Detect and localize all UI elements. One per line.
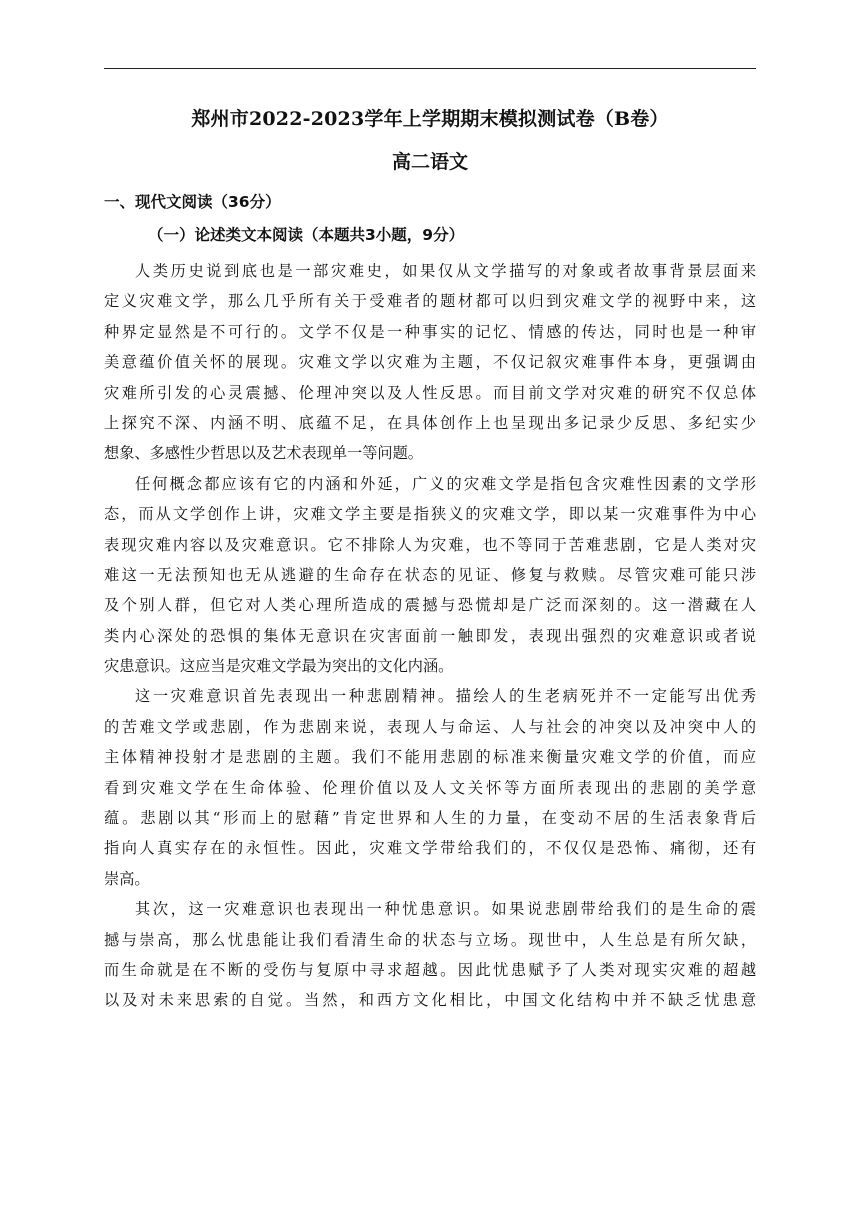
- text-line: 想象、多感性少哲思以及艺术表现单一等问题。: [104, 444, 423, 463]
- exam-title: 郑州市2022-2023学年上学期期末模拟测试卷（B卷）: [191, 108, 669, 130]
- text-line: 指向人真实存在的永恒性。因此，灾难文学带给我们的，不仅仅是恐怖、痛彻，还有: [104, 839, 756, 858]
- reading-passage: [104, 256, 756, 1016]
- text-line: 表现灾难内容以及灾难意识。它不排除人为灾难，也不等同于苦难悲剧，它是人类对灾: [104, 535, 756, 554]
- text-line: 灾患意识。这应当是灾难文学最为突出的文化内涵。: [104, 657, 454, 676]
- text-line: 难这一无法预知也无从逃避的生命存在状态的见证、修复与救赎。尽管灾难可能只涉: [104, 565, 756, 584]
- text-line: 美意蕴价值关怀的展现。灾难文学以灾难为主题，不仅记叙灾难事件本身，更强调由: [104, 353, 756, 372]
- text-line: 及个别人群，但它对人类心理所造成的震撼与恐慌却是广泛而深刻的。这一潜藏在人: [104, 596, 756, 615]
- text-line: 蕴。悲剧以其“形而上的慰藉”肯定世界和人生的力量，在变动不居的生活表象背后: [104, 809, 756, 828]
- text-line: 上探究不深、内涵不明、底蕴不足，在具体创作上也呈现出多记录少反思、多纪实少: [104, 413, 756, 432]
- text-line: 种界定显然是不可行的。文学不仅是一种事实的记忆、情感的传达，同时也是一种审: [104, 322, 756, 341]
- text-line: 定义灾难文学，那么几乎所有关于受难者的题材都可以归到灾难文学的视野中来，这: [104, 292, 756, 311]
- text-line: 看到灾难文学在生命体验、伦理价值以及人文关怀等方面所表现出的悲剧的美学意: [104, 778, 756, 797]
- text-line: 撼与崇高，那么忧患能让我们看清生命的状态与立场。现世中，人生总是有所欠缺，: [104, 930, 756, 949]
- text-line: 这一灾难意识首先表现出一种悲剧精神。描绘人的生老病死并不一定能写出优秀: [135, 687, 756, 706]
- text-line: 态，而从文学创作上讲，灾难文学主要是指狭义的灾难文学，即以某一灾难事件为中心: [104, 505, 756, 524]
- exam-subject: 高二语文: [391, 151, 468, 173]
- section-heading: 一、现代文阅读（36分）: [104, 193, 281, 211]
- text-line: 以及对未来思索的自觉。当然，和西方文化相比，中国文化结构中并不缺乏忧患意: [104, 991, 756, 1010]
- text-line: 的苦难文学或悲剧，作为悲剧来说，表现人与命运、人与社会的冲突以及冲突中人的: [104, 717, 756, 736]
- text-line: 而生命就是在不断的受伤与复原中寻求超越。因此忧患赋予了人类对现实灾难的超越: [104, 960, 756, 979]
- text-line: 崇高。: [104, 869, 150, 888]
- text-line: 任何概念都应该有它的内涵和外延，广义的灾难文学是指包含灾难性因素的文学形: [135, 474, 756, 493]
- text-line: 人类历史说到底也是一部灾难史，如果仅从文学描写的对象或者故事背景层面来: [135, 262, 756, 280]
- text-line: 主体精神投射才是悲剧的主题。我们不能用悲剧的标准来衡量灾难文学的价值，而应: [104, 748, 756, 767]
- text-line: 灾难所引发的心灵震撼、伦理冲突以及人性反思。而目前文学对灾难的研究不仅总体: [104, 383, 756, 402]
- text-line: 类内心深处的恐惧的集体无意识在灾害面前一触即发，表现出强烈的灾难意识或者说: [104, 626, 756, 645]
- header-rule: [104, 68, 756, 69]
- text-line: 其次，这一灾难意识也表现出一种忧患意识。如果说悲剧带给我们的是生命的震: [135, 900, 756, 919]
- subsection-heading: （一）论述类文本阅读（本题共3小题，9分）: [148, 226, 465, 244]
